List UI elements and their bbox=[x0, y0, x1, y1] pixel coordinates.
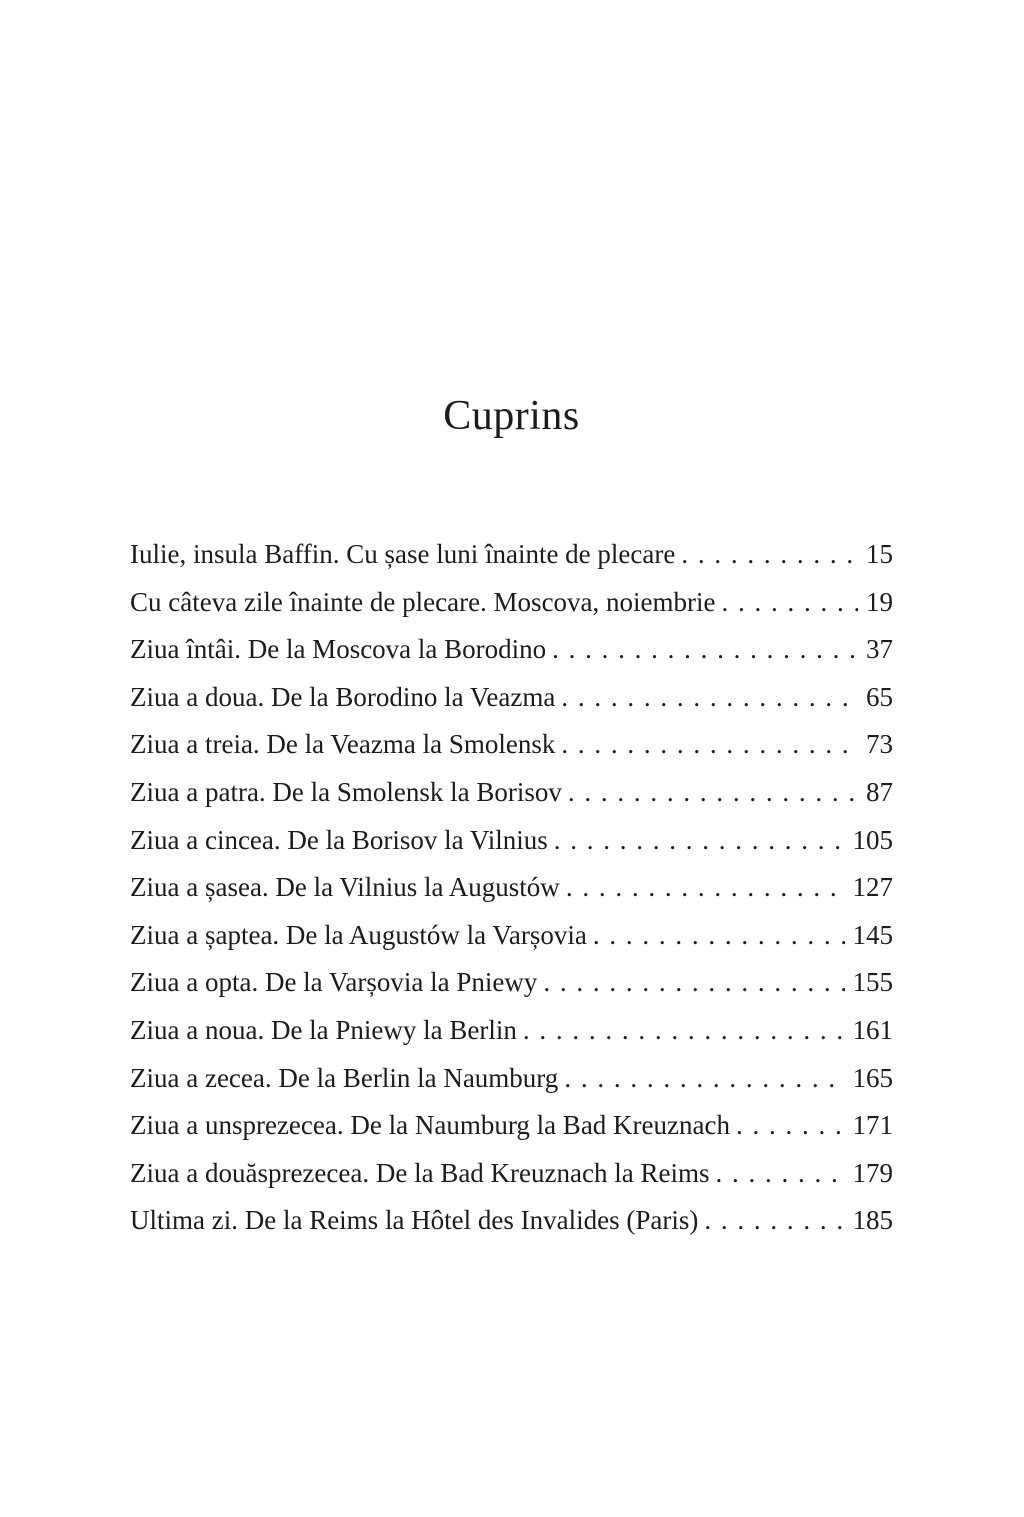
dot-leader bbox=[681, 539, 858, 570]
toc-list bbox=[130, 539, 893, 1253]
toc-entry-page-number: 127 bbox=[852, 872, 893, 903]
dot-leader bbox=[566, 872, 845, 903]
toc-entry-page-number: 155 bbox=[852, 967, 893, 998]
toc-entry-label: Ziua a cincea. De la Borisov la Vilnius bbox=[130, 824, 548, 855]
toc-entry-page-number: 73 bbox=[866, 729, 893, 760]
toc-entry-page-number: 179 bbox=[852, 1157, 893, 1188]
toc-entry-page-number: 145 bbox=[852, 919, 893, 950]
toc-entry-label: Ziua a patra. De la Smolensk la Borisov bbox=[130, 776, 562, 807]
dot-leader bbox=[554, 825, 845, 856]
toc-entry bbox=[130, 777, 893, 825]
toc-entry bbox=[130, 587, 893, 635]
dot-leader bbox=[593, 920, 845, 951]
toc-entry bbox=[130, 1110, 893, 1158]
toc-entry-page-number: 37 bbox=[866, 634, 893, 665]
dot-leader bbox=[564, 1063, 844, 1094]
toc-entry-label: Ziua a opta. De la Varșovia la Pniewy bbox=[130, 967, 538, 998]
dot-leader bbox=[561, 682, 858, 713]
dot-leader bbox=[568, 777, 858, 808]
toc-entry bbox=[130, 1015, 893, 1063]
dot-leader bbox=[715, 1158, 844, 1189]
toc-entry-page-number: 15 bbox=[866, 539, 893, 569]
toc-entry-page-number: 105 bbox=[852, 824, 893, 855]
toc-entry bbox=[130, 967, 893, 1015]
toc-entry-page-number: 185 bbox=[852, 1205, 893, 1236]
toc-entry-label: Cu câteva zile înainte de plecare. Moscova, noiembrie bbox=[130, 586, 716, 617]
toc-entry-label: Ziua a douăsprezecea. De la Bad Kreuznach la Reims bbox=[130, 1157, 710, 1188]
toc-entry bbox=[130, 1158, 893, 1206]
toc-entry-page-number: 165 bbox=[852, 1062, 893, 1093]
toc-entry-label: Iulie, insula Baffin. Cu șase luni înainte de plecare bbox=[130, 539, 676, 569]
dot-leader bbox=[552, 634, 858, 665]
toc-entry-label: Ziua a șaptea. De la Augustów la Varșovia bbox=[130, 919, 587, 950]
toc-entry bbox=[130, 825, 893, 873]
toc-entry-label: Ziua a zecea. De la Berlin la Naumburg bbox=[130, 1062, 559, 1093]
toc-entry-label: Ziua a noua. De la Pniewy la Berlin bbox=[130, 1014, 517, 1045]
toc-entry-label: Ziua a unsprezecea. De la Naumburg la Bad Kreuznach bbox=[130, 1110, 730, 1141]
toc-entry bbox=[130, 920, 893, 968]
toc-entry bbox=[130, 634, 893, 682]
toc-entry bbox=[130, 729, 893, 777]
dot-leader bbox=[704, 1205, 844, 1236]
toc-entry-page-number: 19 bbox=[866, 586, 893, 617]
toc-entry-page-number: 87 bbox=[866, 776, 893, 807]
toc-entry-page-number: 161 bbox=[852, 1014, 893, 1045]
toc-entry-page-number: 171 bbox=[852, 1110, 893, 1141]
toc-entry-page-number: 65 bbox=[866, 681, 893, 712]
toc-entry-label: Ultima zi. De la Reims la Hôtel des Invalides (Paris) bbox=[130, 1205, 699, 1236]
toc-entry-label: Ziua a doua. De la Borodino la Veazma bbox=[130, 681, 556, 712]
toc-entry-label: Ziua întâi. De la Moscova la Borodino bbox=[130, 634, 547, 665]
toc-entry bbox=[130, 682, 893, 730]
dot-leader bbox=[736, 1110, 845, 1141]
toc-entry bbox=[130, 1063, 893, 1111]
toc-entry-label: Ziua a treia. De la Veazma la Smolensk bbox=[130, 729, 556, 760]
dot-leader bbox=[722, 587, 859, 618]
toc-entry bbox=[130, 872, 893, 920]
dot-leader bbox=[523, 1015, 845, 1046]
toc-entry bbox=[130, 539, 893, 587]
dot-leader bbox=[543, 967, 844, 998]
page-title: Cuprins bbox=[443, 393, 580, 439]
dot-leader bbox=[561, 729, 858, 760]
toc-entry-label: Ziua a șasea. De la Vilnius la Augustów bbox=[130, 872, 560, 903]
toc-entry bbox=[130, 1205, 893, 1253]
